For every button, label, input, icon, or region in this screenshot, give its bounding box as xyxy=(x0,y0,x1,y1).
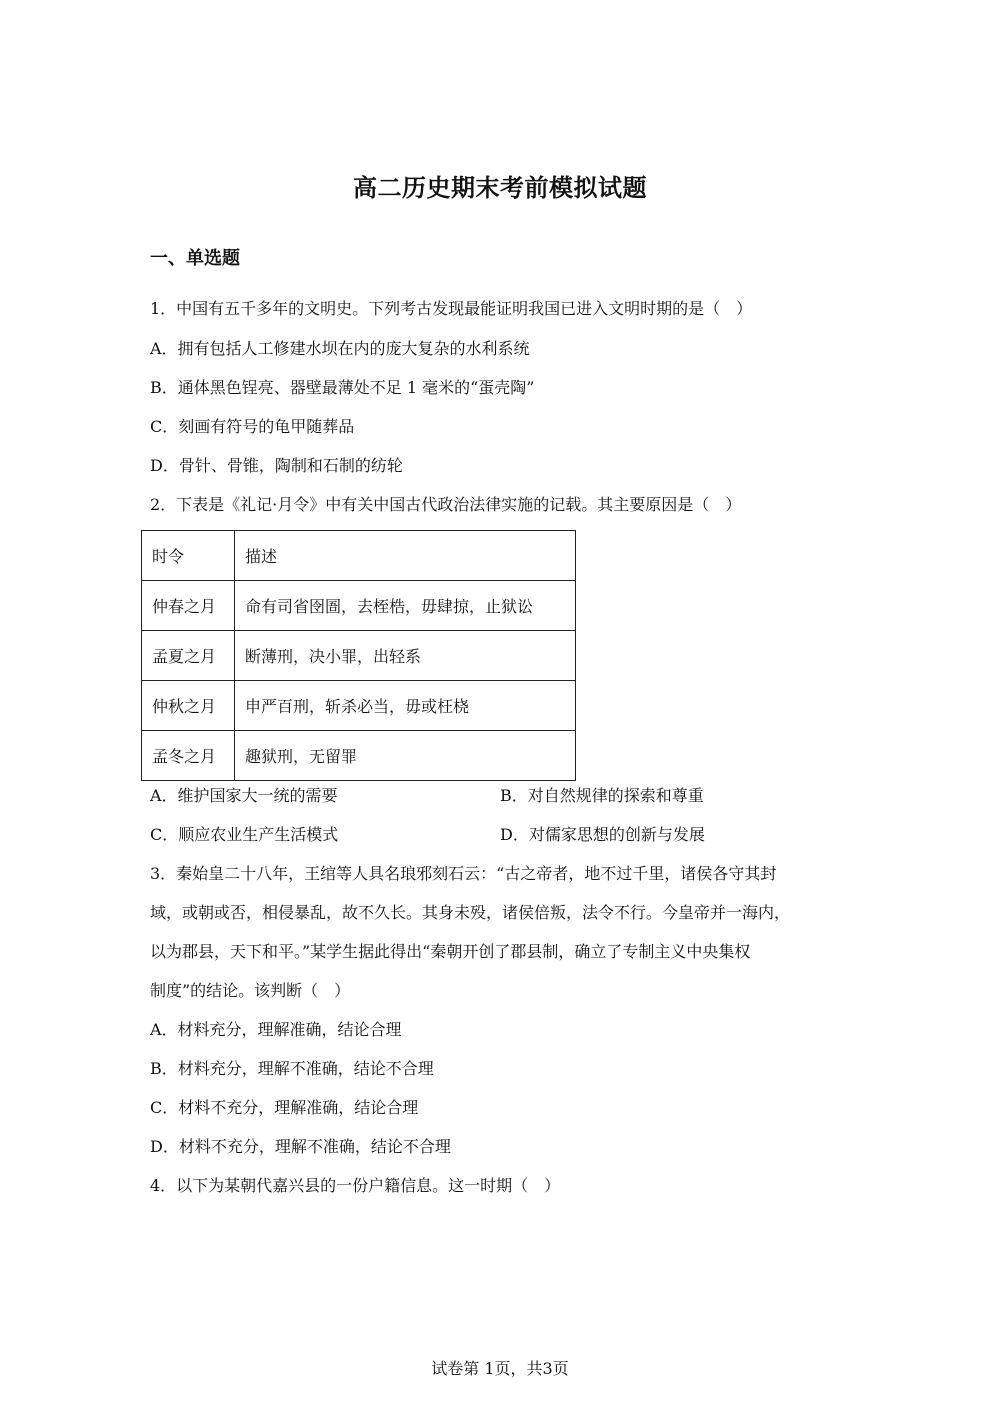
question-3-stem-line: 制度”的结论。该判断（ ） xyxy=(150,981,351,1000)
table-cell: 孟冬之月 xyxy=(142,731,235,781)
table-row xyxy=(142,681,576,731)
question-1-option-d: D．骨针、骨锥，陶制和石制的纺轮 xyxy=(150,456,403,475)
question-3-option-a: A．材料充分，理解准确，结论合理 xyxy=(150,1020,402,1039)
table-row xyxy=(142,631,576,681)
question-4-stem: 4．以下为某朝代嘉兴县的一份户籍信息。这一时期（ ） xyxy=(150,1176,561,1195)
table-header-cell: 时令 xyxy=(142,531,235,581)
section-heading: 一、单选题 xyxy=(150,248,240,269)
table-cell: 仲春之月 xyxy=(142,581,235,631)
table-cell: 仲秋之月 xyxy=(142,681,235,731)
table-header-cell: 描述 xyxy=(235,531,576,581)
question-3-stem-line: 以为郡县，天下和平。”某学生据此得出“秦朝开创了郡县制，确立了专制主义中央集权 xyxy=(150,942,751,961)
question-1-option-a: A．拥有包括人工修建水坝在内的庞大复杂的水利系统 xyxy=(150,339,530,358)
question-1-option-c: C．刻画有符号的龟甲随葬品 xyxy=(150,417,355,436)
question-1-option-b: B．通体黑色锃亮、器壁最薄处不足 1 毫米的“蛋壳陶” xyxy=(150,378,535,397)
table-cell: 申严百刑，斩杀必当，毋或枉桡 xyxy=(235,681,576,731)
question-3-stem-line: 3．秦始皇二十八年，王绾等人具名琅邪刻石云：“古之帝者，地不过千里，诸侯各守其封 xyxy=(150,864,777,883)
question-3-option-b: B．材料充分，理解不准确，结论不合理 xyxy=(150,1059,434,1078)
table-row xyxy=(142,581,576,631)
table-cell: 断薄刑，决小罪，出轻系 xyxy=(235,631,576,681)
question-2-option-b: B．对自然规律的探索和尊重 xyxy=(500,786,704,805)
table-cell: 趣狱刑，无留罪 xyxy=(235,731,576,781)
question-3-stem-line: 域，或朝或否，相侵暴乱，故不久长。其身未殁，诸侯倍叛，法令不行。今皇帝并一海内， xyxy=(150,903,791,922)
table-cell: 命有司省囹圄，去桎梏，毋肆掠，止狱讼 xyxy=(235,581,576,631)
page-title: 高二历史期末考前模拟试题 xyxy=(353,174,647,202)
page-footer: 试卷第 1页，共3页 xyxy=(431,1359,569,1378)
table-cell: 孟夏之月 xyxy=(142,631,235,681)
question-3-option-c: C．材料不充分，理解准确，结论合理 xyxy=(150,1098,419,1117)
question-2-table xyxy=(141,530,576,781)
table-row xyxy=(142,731,576,781)
question-2-stem: 2．下表是《礼记·月令》中有关中国古代政治法律实施的记载。其主要原因是（ ） xyxy=(150,495,742,514)
question-3-option-d: D．材料不充分，理解不准确，结论不合理 xyxy=(150,1137,451,1156)
question-2-option-a: A．维护国家大一统的需要 xyxy=(150,786,338,805)
question-1-stem: 1．中国有五千多年的文明史。下列考古发现最能证明我国已进入文明时期的是（ ） xyxy=(150,299,753,318)
question-2-option-d: D．对儒家思想的创新与发展 xyxy=(500,825,705,844)
question-2-option-c: C．顺应农业生产生活模式 xyxy=(150,825,339,844)
table-header-row xyxy=(142,531,576,581)
